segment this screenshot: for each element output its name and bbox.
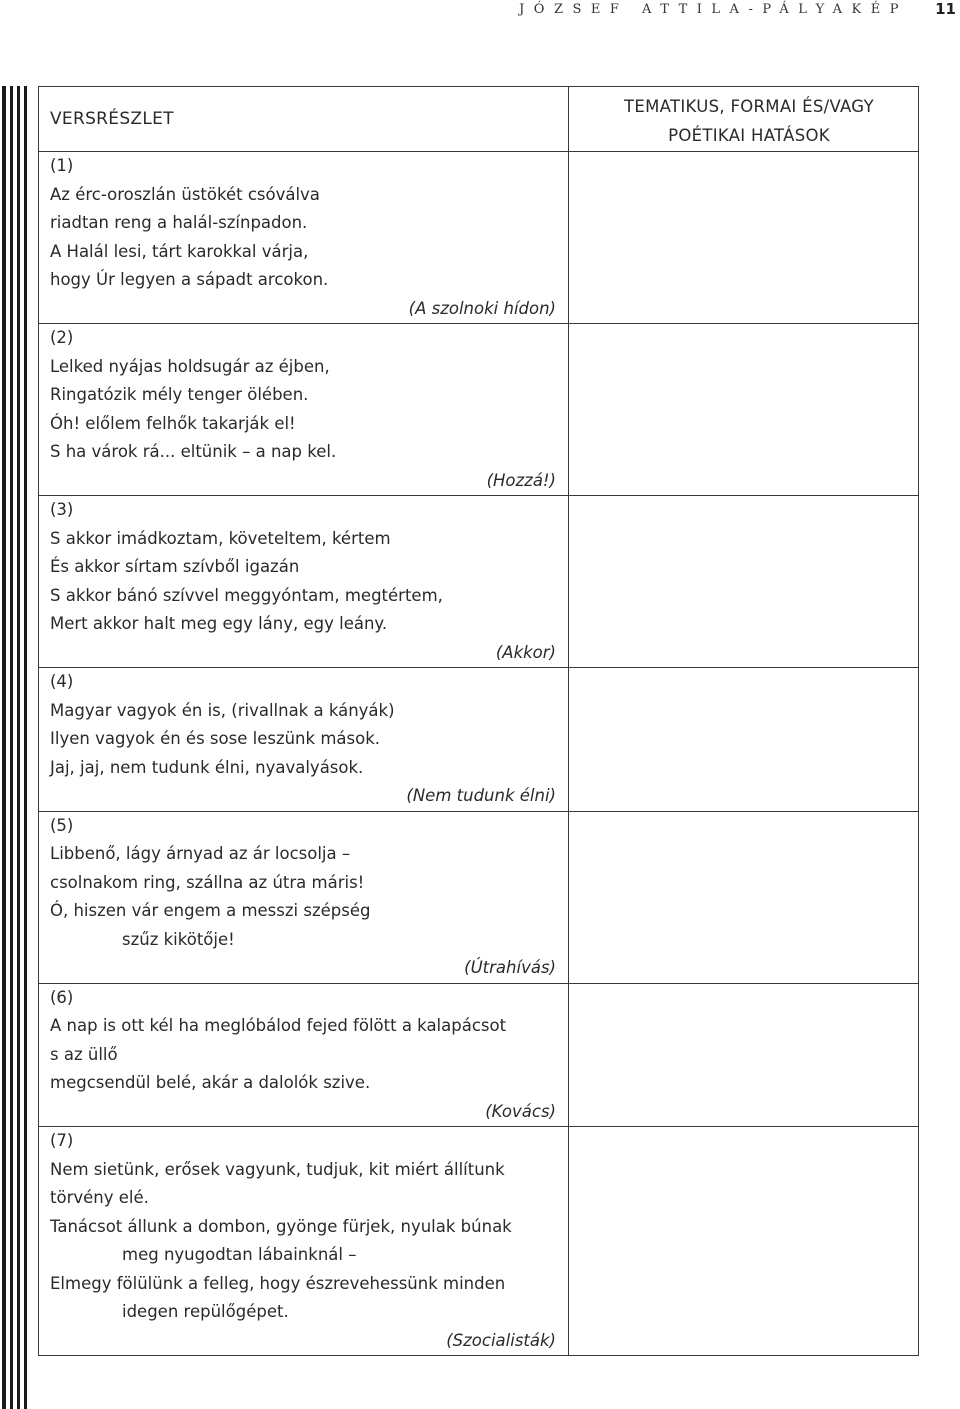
stanza-source: (A szolnoki hídon) [408,298,556,318]
column-header-excerpt: VERSRÉSZLET [39,87,569,152]
effects-cell-1[interactable] [569,152,919,324]
stanza-source: (Hozzá!) [486,470,556,490]
decorative-margin-bars [0,86,30,1409]
stanza-2: (2) Lelked nyájas holdsugár az éjben, Ringatózik mély tenger ölében. Óh! előlem felhők takarják el! S ha várok rá... eltünik – a nap kel. (Hozzá!) [39,324,569,496]
table-row [39,668,919,812]
effects-cell-2[interactable] [569,324,919,496]
stanza-6: (6) A nap is ott kél ha meglóbálod fejed fölött a kalapácsot s az üllő megcsendül belé, akár a dalolók szive. (Kovács) [39,983,569,1127]
page-header [0,0,960,22]
table-row [39,496,919,668]
stanza-source: (Nem tudunk élni) [406,786,556,805]
effects-cell-7[interactable] [569,1127,919,1356]
stanza-4: (4) Magyar vagyok én is, (rivallnak a kányák) Ilyen vagyok én és sose leszünk mások. Jaj, jaj, nem tudunk élni, nyavalyások. (Nem tudunk élni) [39,668,569,812]
table-row [39,811,919,983]
column-header-effects: TEMATIKUS, FORMAI ÉS/VAGY POÉTIKAI HATÁSOK [569,87,919,152]
effects-cell-6[interactable] [569,983,919,1127]
running-title: JÓZSEF ATTILA-PÁLYAKÉP [519,2,908,17]
table-row [39,152,919,324]
table-row [39,324,919,496]
stanza-source: (Szocialisták) [446,1330,556,1350]
page-number: 11 [935,0,956,18]
stanza-5: (5) Libbenő, lágy árnyad az ár locsolja – csolnakom ring, szállna az útra máris! Ó, hiszen vár engem a messzi szépség szűz kikötője! (Útrahívás) [39,811,569,983]
stanza-7: (7) Nem sietünk, erősek vagyunk, tudjuk, kit miért állítunk törvény elé. Tanácsot állunk a dombon, gyönge fürjek, nyulak búnak meg nyugodtan lábainknál – Elmegy fölülünk a felleg, hogy észrevehessünk minden idegen repülőgépet. (Szocialisták) [39,1127,569,1356]
stanza-1: (1) Az érc-oroszlán üstökét csóválva riadtan reng a halál-színpadon. A Halál lesi, tárt karokkal várja, hogy Úr legyen a sápadt arcokon. (A szolnoki hídon) [39,152,569,324]
stanza-source: (Útrahívás) [464,958,556,977]
table-row [39,1127,919,1356]
stanza-source: (Akkor) [495,642,556,662]
stanza-3: (3) S akkor imádkoztam, követeltem, kértem És akkor sírtam szívből igazán S akkor bánó szívvel meggyóntam, megtértem, Mert akkor halt meg egy lány, egy leány. (Akkor) [39,496,569,668]
effects-cell-5[interactable] [569,811,919,983]
effects-cell-4[interactable] [569,668,919,812]
table-row [39,983,919,1127]
poem-analysis-table [38,86,919,1356]
effects-cell-3[interactable] [569,496,919,668]
stanza-source: (Kovács) [485,1101,556,1121]
